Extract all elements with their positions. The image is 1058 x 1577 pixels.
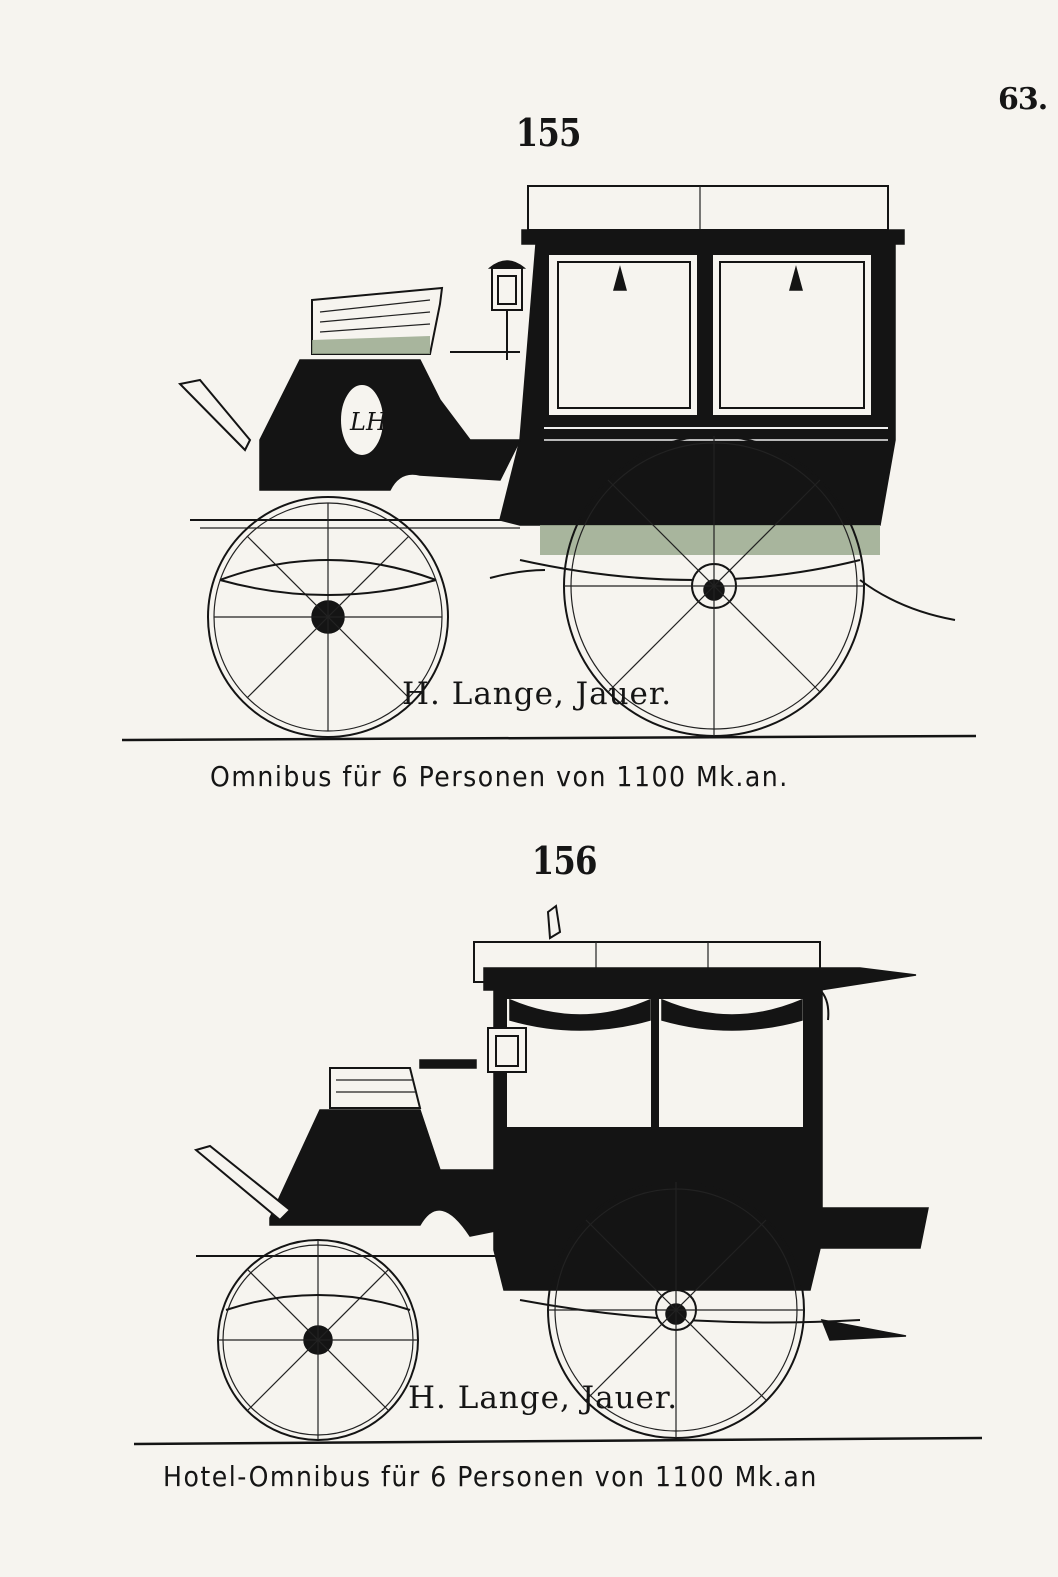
plate-number-156: 156	[531, 838, 597, 883]
cabin-body	[494, 990, 822, 1290]
rear-step	[820, 990, 928, 1340]
driver-seat	[312, 288, 442, 354]
lamp	[490, 261, 524, 360]
cabin-body	[500, 244, 895, 555]
ground-line	[134, 1438, 982, 1444]
front-boot	[196, 1110, 500, 1236]
caption-155: Omnibus für 6 Personen von 1100 Mk.an.	[210, 760, 789, 793]
hotel-omnibus-illustration	[0, 880, 1058, 1460]
omnibus-illustration	[0, 0, 1058, 760]
lamp	[488, 1028, 526, 1072]
roof-rack	[474, 906, 916, 990]
roof-rack	[522, 186, 904, 244]
ground-line	[122, 736, 976, 740]
caption-156: Hotel-Omnibus für 6 Personen von 1100 Mk.an	[163, 1460, 818, 1493]
front-wheel	[218, 1240, 418, 1440]
signature-156: H. Lange, Jauer.	[408, 1380, 679, 1416]
plate-number-155: 155	[515, 110, 581, 155]
page-number: 63.	[998, 82, 1048, 117]
signature-155: H. Lange, Jauer.	[402, 676, 673, 712]
monogram: LH	[350, 408, 387, 436]
driver-seat	[330, 1060, 476, 1108]
